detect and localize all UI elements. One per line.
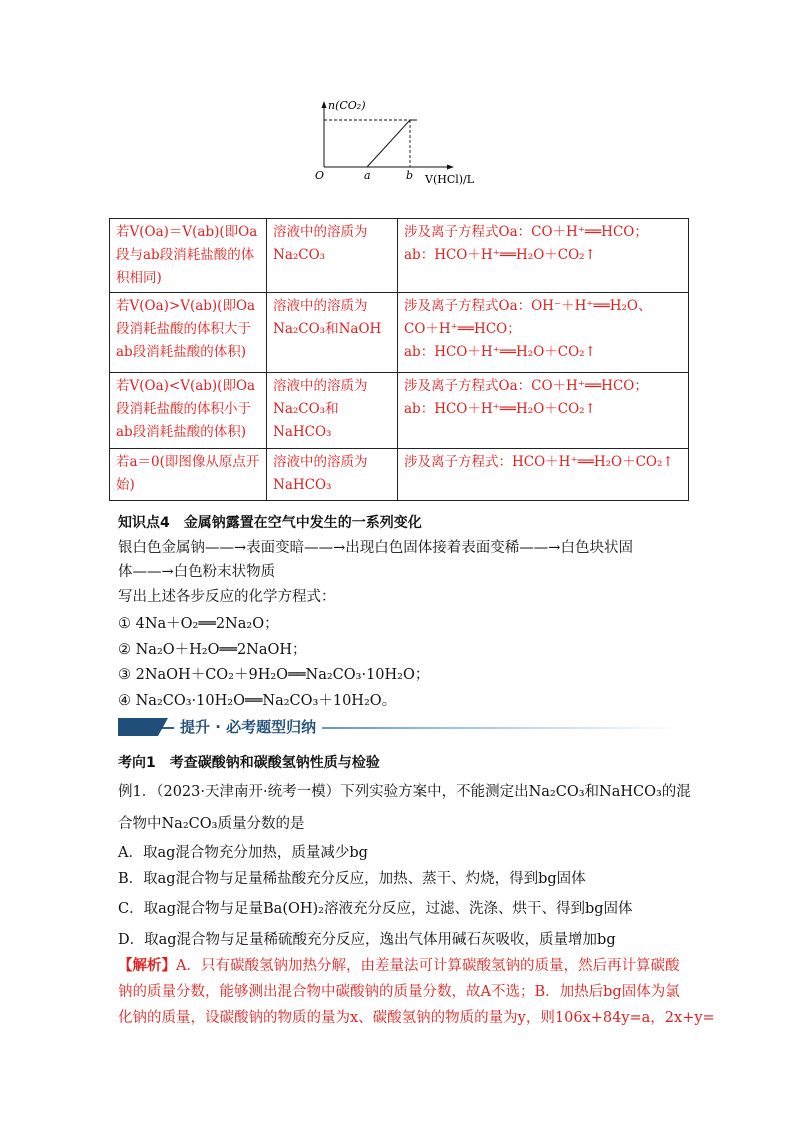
knowledge4-eq4: ④ Na₂CO₃·10H₂O══Na₂CO₃＋10H₂O。 [118, 693, 397, 709]
equation-line: ab：HCO＋H⁺══H₂O＋CO₂↑ [404, 247, 596, 263]
x-axis-arrow [447, 165, 454, 170]
knowledge4-eq3: ③ 2NaOH＋CO₂＋9H₂O══Na₂CO₃·10H₂O； [118, 667, 430, 683]
condition-cell: 若V(Oa)>V(ab)(即Oa段消耗盐酸的体积大于ab段消耗盐酸的体积) [110, 293, 267, 373]
equation-line: 涉及离子方程式Oa：CO＋H⁺══HCO； [404, 224, 648, 240]
equation-line: ab：HCO＋H⁺══H₂O＋CO₂↑ [404, 344, 596, 360]
banner-block [118, 718, 158, 736]
knowledge4-chain-line2: 体——→白色粉末状物质 [118, 564, 276, 580]
cases-table [109, 218, 689, 501]
equation-line: 涉及离子方程式：HCO＋H⁺══H₂O＋CO₂↑ [404, 454, 674, 470]
table-row [110, 219, 689, 293]
equation-line: CO＋H⁺══HCO； [404, 321, 521, 337]
origin-label: O [315, 169, 325, 182]
analysis-line2: 钠的质量分数，能够测出混合物中碳酸钠的质量分数，故A不选；B．加热后bg固体为氯 [118, 984, 680, 1000]
section-banner [118, 715, 678, 739]
banner-slant [158, 718, 168, 736]
solute-cell: 溶液中的溶质为Na₂CO₃和NaHCO₃ [267, 373, 398, 449]
knowledge4-eq1: ① 4Na＋O₂══2Na₂O； [118, 616, 279, 632]
equation-cell [398, 219, 689, 293]
analysis-label: 【解析】 [118, 957, 176, 974]
example-line1: 例1．（2023·天津南开·统考一模）下列实验方案中，不能测定出Na₂CO₃和NaHCO₃的混 [118, 784, 691, 800]
example-line2: 合物中Na₂CO₃质量分数的是 [118, 816, 305, 832]
banner-title: 提升 · 必考题型归纳 [174, 716, 322, 737]
rise-line [367, 120, 410, 167]
table-row [110, 449, 689, 501]
equation-cell [398, 449, 689, 501]
direction1-title: 考向1 考查碳酸钠和碳酸氢钠性质与检验 [118, 755, 380, 771]
x-axis-label: V(HCl)/L [425, 173, 475, 186]
equation-cell [398, 373, 689, 449]
analysis-line3: 化钠的质量，设碳酸钠的物质的量为x、碳酸氢钠的物质的量为y，则106x+84y=a，2x+y= [118, 1010, 715, 1026]
equation-cell [398, 293, 689, 373]
option-a: A．取ag混合物充分加热，质量减少bg [118, 845, 368, 861]
knowledge4-eq2: ② Na₂O＋H₂O══2NaOH； [118, 642, 307, 658]
equation-line: 涉及离子方程式Oa：OH⁻＋H⁺══H₂O、 [404, 298, 652, 314]
equation-line: 涉及离子方程式Oa：CO＋H⁺══HCO； [404, 378, 648, 394]
solute-cell: 溶液中的溶质为Na₂CO₃ [267, 219, 398, 293]
equation-line: ab：HCO＋H⁺══H₂O＋CO₂↑ [404, 401, 596, 417]
table-row [110, 373, 689, 449]
y-axis-arrow [322, 101, 327, 108]
y-axis-label: n(CO₂) [328, 99, 366, 112]
co2-hcl-graph [310, 95, 500, 190]
option-c: C．取ag混合物与足量Ba(OH)₂溶液充分反应，过滤、洗涤、烘干、得到bg固体 [118, 901, 633, 917]
condition-cell: 若V(Oa)＝V(ab)(即Oa段与ab段消耗盐酸的体积相同) [110, 219, 267, 293]
table-row [110, 293, 689, 373]
option-b: B．取ag混合物与足量稀盐酸充分反应，加热、蒸干、灼烧，得到bg固体 [118, 871, 586, 887]
knowledge4-prompt: 写出上述各步反应的化学方程式： [118, 589, 336, 605]
a-label: a [364, 169, 371, 182]
condition-cell: 若V(Oa)<V(ab)(即Oa段消耗盐酸的体积小于ab段消耗盐酸的体积) [110, 373, 267, 449]
knowledge4-chain-line1: 银白色金属钠——→表面变暗——→出现白色固体接着表面变稀——→白色块状固 [118, 540, 633, 556]
knowledge4-title: 知识点4 金属钠露置在空气中发生的一系列变化 [118, 515, 422, 531]
solute-cell: 溶液中的溶质为NaHCO₃ [267, 449, 398, 501]
solute-cell: 溶液中的溶质为Na₂CO₃和NaOH [267, 293, 398, 373]
analysis-text: A．只有碳酸氢钠加热分解，由差量法可计算碳酸氢钠的质量，然后再计算碳酸 [176, 958, 680, 974]
option-d: D．取ag混合物与足量稀硫酸充分反应，逸出气体用碱石灰吸收，质量增加bg [118, 932, 616, 948]
analysis-line1 [118, 954, 679, 975]
b-label: b [406, 169, 414, 182]
condition-cell: 若a＝0(即图像从原点开始) [110, 449, 267, 501]
